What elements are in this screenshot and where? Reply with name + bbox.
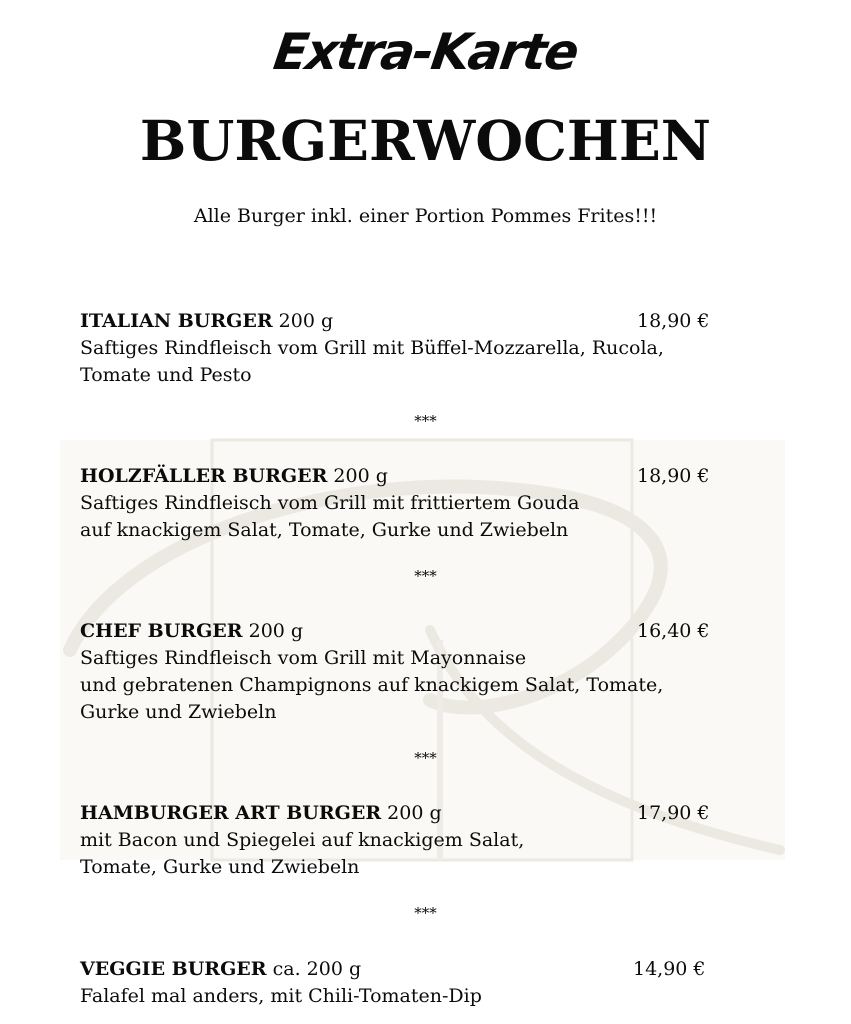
menu-item-chef-burger: [80, 617, 730, 726]
item-description-line: Saftiges Rindfleisch vom Grill mit Mayonnaise: [80, 647, 527, 669]
item-weight: 200 g: [327, 465, 388, 487]
item-price: 17,90 €: [637, 802, 710, 824]
menu-note: Alle Burger inkl. einer Portion Pommes Frites!!!: [193, 205, 658, 227]
item-price: 16,40 €: [637, 620, 710, 642]
item-description: [80, 490, 730, 544]
separator: ***: [414, 567, 437, 585]
item-price: 18,90 €: [637, 465, 710, 487]
item-name: VEGGIE BURGER: [80, 958, 267, 980]
item-description-line: Tomate und Pesto: [80, 364, 252, 386]
separator: ***: [414, 904, 437, 922]
item-description: [80, 645, 730, 726]
item-weight: 200 g: [272, 310, 334, 332]
item-description: [80, 335, 730, 389]
separator: ***: [414, 412, 437, 430]
item-description-line: Saftiges Rindfleisch vom Grill mit Büffel-Mozzarella, Rucola,: [80, 337, 664, 359]
menu-subtitle: Extra-Karte: [270, 23, 581, 81]
item-description: [80, 983, 730, 1010]
item-name: HOLZFÄLLER BURGER: [80, 465, 328, 487]
menu-item-hamburger-art-burger: [80, 799, 730, 881]
menu-item-veggie-burger: [80, 955, 730, 1010]
item-description-line: auf knackigem Salat, Tomate, Gurke und Zwiebeln: [80, 519, 569, 541]
menu-item-italian-burger: [80, 307, 730, 389]
item-name: CHEF BURGER: [80, 620, 243, 642]
item-description: [80, 827, 730, 881]
item-price: 14,90 €: [633, 958, 706, 980]
separator: ***: [414, 749, 437, 767]
item-description-line: Falafel mal anders, mit Chili-Tomaten-Dip: [80, 985, 482, 1007]
item-description-line: Gurke und Zwiebeln: [80, 701, 277, 723]
menu-title: BURGERWOCHEN: [139, 108, 712, 173]
item-description-line: Saftiges Rindfleisch vom Grill mit frittiertem Gouda: [80, 492, 580, 514]
item-price: 18,90 €: [637, 310, 710, 332]
item-weight: 200 g: [381, 802, 442, 824]
item-weight: 200 g: [242, 620, 304, 642]
menu-item-holzfaeller-burger: [80, 462, 730, 544]
item-description-line: und gebratenen Champignons auf knackigem Salat, Tomate,: [80, 674, 664, 696]
item-name: ITALIAN BURGER: [80, 310, 273, 332]
item-name: HAMBURGER ART BURGER: [80, 802, 382, 824]
item-description-line: mit Bacon und Spiegelei auf knackigem Salat,: [80, 829, 525, 851]
item-description-line: Tomate, Gurke und Zwiebeln: [80, 856, 360, 878]
item-weight: ca. 200 g: [266, 958, 362, 980]
